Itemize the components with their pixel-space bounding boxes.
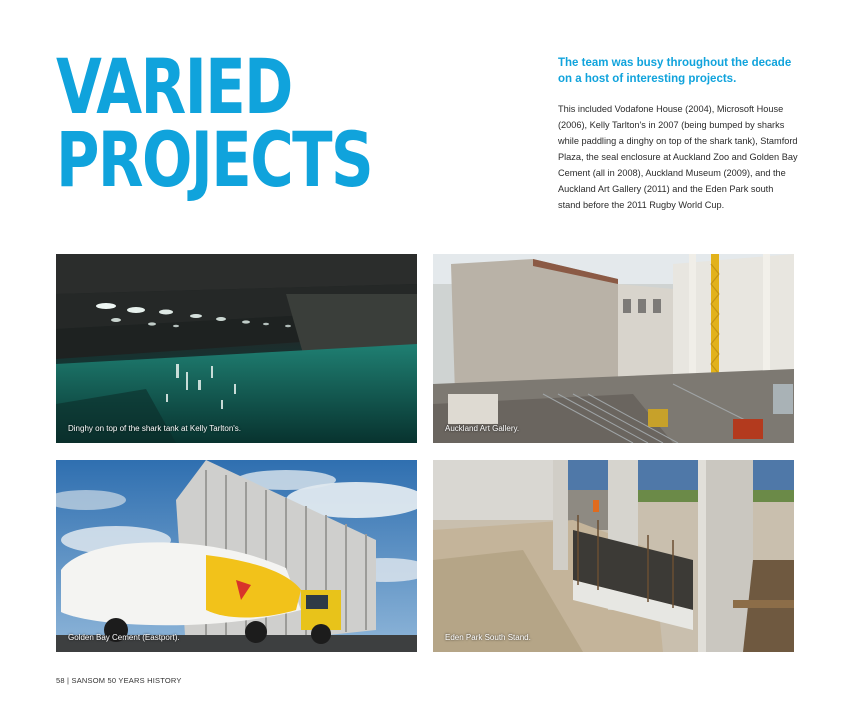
eden-park-image xyxy=(433,460,794,652)
title-line-2: PROJECTS xyxy=(56,115,373,204)
publication-name: SANSOM 50 YEARS HISTORY xyxy=(71,676,182,685)
title-line-1: VARIED xyxy=(56,42,292,131)
shark-tank-photo xyxy=(56,254,417,443)
photo-caption: Eden Park South Stand. xyxy=(445,633,531,642)
photo-caption: Dinghy on top of the shark tank at Kelly Tarlton's. xyxy=(68,424,242,433)
photo-caption: Golden Bay Cement (Eastport). xyxy=(68,633,180,642)
photo-caption: Auckland Art Gallery. xyxy=(445,424,520,433)
shark-tank-image xyxy=(56,254,417,443)
page-number: 58 xyxy=(56,676,65,685)
page-footer xyxy=(56,676,182,685)
eden-park-photo xyxy=(433,460,794,652)
art-gallery-photo xyxy=(433,254,794,443)
intro-lead: The team was busy throughout the decade on a host of interesting projects. xyxy=(558,57,792,85)
art-gallery-image xyxy=(433,254,794,443)
page-title xyxy=(56,42,373,204)
intro-body: This included Vodafone House (2004), Microsoft House (2006), Kelly Tarlton's in 2007 (being bumped by sharks while paddling a dinghy on top of the shark tank), Stamford Plaza, the seal enclosure at Auckland Zoo and Golden Bay Cement (all in 2008), Auckland Museum (2009), and the Auckland Art Gallery (2011) and the Eden Park south stand before the 2011 Rugby World Cup. xyxy=(558,104,798,210)
golden-bay-cement-image xyxy=(56,460,417,652)
golden-bay-cement-photo xyxy=(56,460,417,652)
footer-separator: | xyxy=(67,676,70,685)
